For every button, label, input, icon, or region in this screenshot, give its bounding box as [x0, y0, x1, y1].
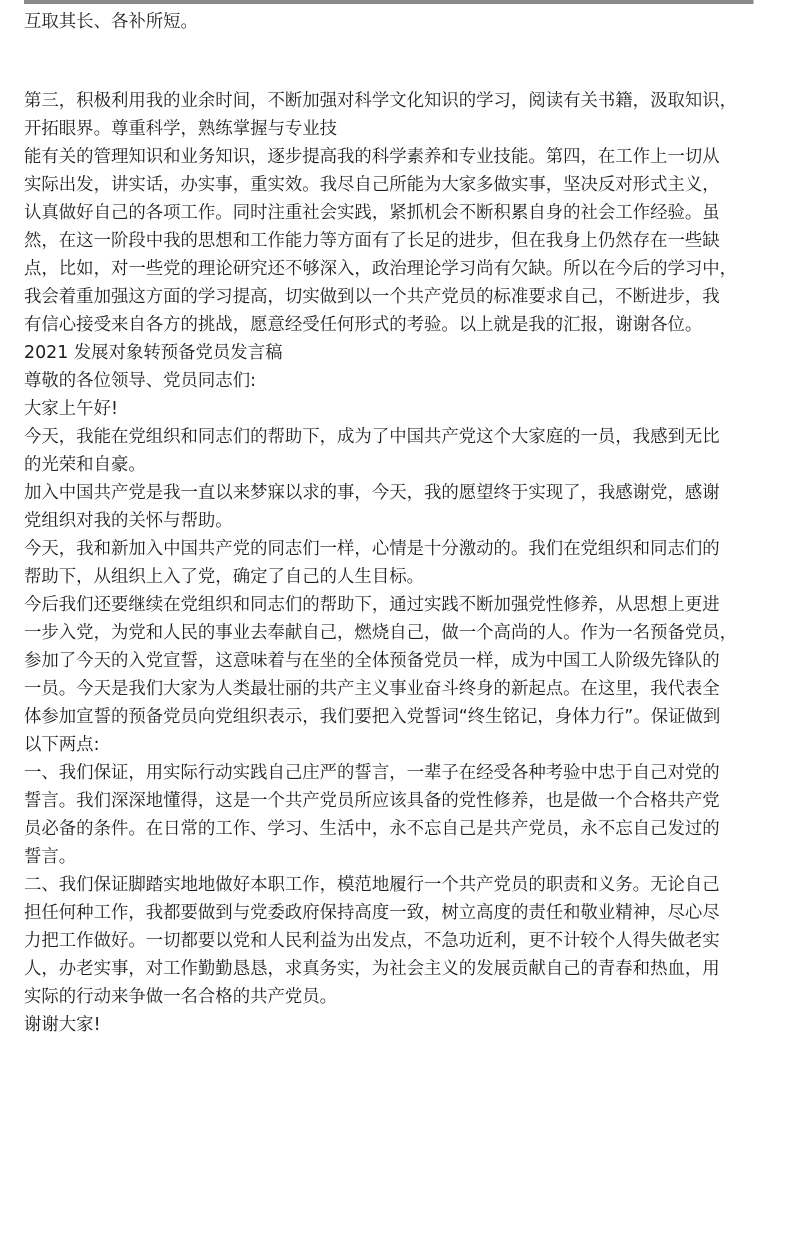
clipped-top-line: [24, 0, 784, 8]
text-line: 誓言。我们深深地懂得，这是一个共产党员所应该具备的党性修养，也是做一个合格共产党: [24, 791, 720, 811]
text-line: 实际出发，讲实话，办实事，重实效。我尽自己所能为大家多做实事，坚决反对形式主义，: [24, 175, 720, 195]
text-line: 担任何种工作，我都要做到与党委政府保持高度一致，树立高度的责任和敬业精神，尽心尽: [24, 903, 720, 923]
text-line: 帮助下，从组织上入了党，确定了自己的人生目标。: [24, 567, 424, 587]
text-line: 一步入党，为党和人民的事业去奉献自己，燃烧自己，做一个高尚的人。作为一名预备党员，: [24, 623, 738, 643]
paragraph-gap: [24, 36, 794, 87]
paragraph-block-1: [24, 8, 794, 36]
text-line: 有信心接受来自各方的挑战，愿意经受任何形式的考验。以上就是我的汇报，谢谢各位。: [24, 315, 703, 335]
text-line: 一、我们保证，用实际行动实践自己庄严的誓言，一辈子在经受各种考验中忠于自己对党的: [24, 763, 720, 783]
text-line: 尊敬的各位领导、党员同志们:: [24, 371, 256, 391]
text-line: 党组织对我的关怀与帮助。: [24, 511, 233, 531]
text-line: 互取其长、各补所短。: [24, 12, 198, 32]
document-body: [24, 8, 794, 1039]
paragraph-block-2: [24, 87, 794, 1039]
text-line: 我会着重加强这方面的学习提高，切实做到以一个共产党员的标准要求自己，不断进步，我: [24, 287, 720, 307]
text-line: 点，比如，对一些党的理论研究还不够深入，政治理论学习尚有欠缺。所以在今后的学习中，: [24, 259, 738, 279]
text-line: 2021 发展对象转预备党员发言稿: [24, 343, 283, 363]
text-line: 参加了今天的入党宣誓，这意味着与在坐的全体预备党员一样，成为中国工人阶级先锋队的: [24, 651, 720, 671]
text-line: 认真做好自己的各项工作。同时注重社会实践，紧抓机会不断积累自身的社会工作经验。虽: [24, 203, 720, 223]
text-line: 今天，我能在党组织和同志们的帮助下，成为了中国共产党这个大家庭的一员，我感到无比: [24, 427, 720, 447]
text-line: 力把工作做好。一切都要以党和人民利益为出发点，不急功近利，更不计较个人得失做老实: [24, 931, 720, 951]
text-line: 然，在这一阶段中我的思想和工作能力等方面有了长足的进步，但在我身上仍然存在一些缺: [24, 231, 720, 251]
text-line: 一员。今天是我们大家为人类最壮丽的共产主义事业奋斗终身的新起点。在这里，我代表全: [24, 679, 720, 699]
text-line: 人，办老实事，对工作勤勤恳恳，求真务实，为社会主义的发展贡献自己的青春和热血，用: [24, 959, 720, 979]
text-line: 员必备的条件。在日常的工作、学习、生活中，永不忘自己是共产党员，永不忘自己发过的: [24, 819, 720, 839]
text-line: 以下两点:: [24, 735, 100, 755]
text-line: 第三，积极利用我的业余时间，不断加强对科学文化知识的学习，阅读有关书籍，汲取知识，: [24, 91, 738, 111]
text-line: 开拓眼界。尊重科学，熟练掌握与专业技: [24, 119, 338, 139]
text-line: 实际的行动来争做一名合格的共产党员。: [24, 987, 338, 1007]
text-line: 今后我们还要继续在党组织和同志们的帮助下，通过实践不断加强党性修养，从思想上更进: [24, 595, 720, 615]
text-line: 谢谢大家!: [24, 1015, 101, 1035]
text-line: 能有关的管理知识和业务知识，逐步提高我的科学素养和专业技能。第四，在工作上一切从: [24, 147, 720, 167]
text-line: 誓言。: [24, 847, 77, 867]
text-line: 加入中国共产党是我一直以来梦寐以求的事，今天，我的愿望终于实现了，我感谢党，感谢: [24, 483, 720, 503]
text-line: 今天，我和新加入中国共产党的同志们一样，心情是十分激动的。我们在党组织和同志们的: [24, 539, 720, 559]
text-line: 大家上午好!: [24, 399, 118, 419]
text-line: 二、我们保证脚踏实地地做好本职工作，模范地履行一个共产党员的职责和义务。无论自己: [24, 875, 720, 895]
text-line: 体参加宣誓的预备党员向党组织表示，我们要把入党誓词“终生铭记，身体力行”。保证做到: [24, 707, 721, 727]
text-line: 的光荣和自豪。: [24, 455, 146, 475]
